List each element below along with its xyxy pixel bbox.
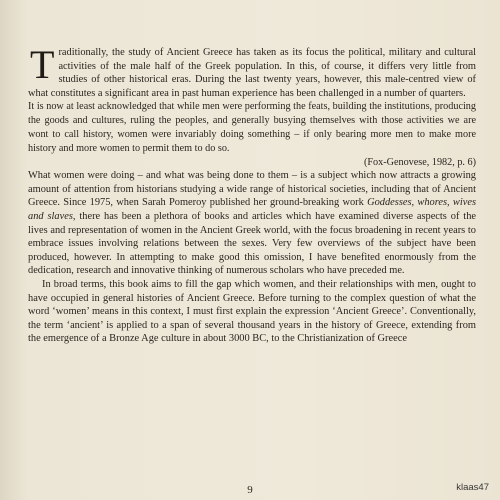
book-title: Goddesses, whores, wives and slaves <box>28 197 476 222</box>
second-paragraph-text-b: , there has been a plethora of books and articles which have examined diverse aspects of the lives and representation of women in the Ancient Greek world, with the focus broadening in recent years to embrace issues involving relations between the sexes. Very few overviews of the subject have been produced, however. In attempting to make good this omission, I have benefited enormously from the dedication, research and innovative thinking of numerous scholars who have preceded me. <box>28 210 477 277</box>
body-text <box>28 42 477 346</box>
second-paragraph <box>28 169 476 278</box>
watermark: klaas47 <box>453 481 492 494</box>
opening-paragraph-text: raditionally, the study of Ancient Greece has taken as its focus the political, military and cultural activities of the male half of the Greek population. In this, of course, it differs very little from studies of other historical eras. During the last twenty years, however, this male-centred view of what constitutes a significant area in past human experience has been challenged in a number of quarters. <box>28 47 476 99</box>
page-number: 9 <box>247 484 253 496</box>
second-paragraph-text-a: What women were doing – and what was being done to them – is a subject which now attracts a growing amount of attention from historians studying a wide range of historical societies, including that of Ancient Greece. Since 1975, when Sarah Pomeroy published her ground-breaking work <box>28 170 476 209</box>
opening-paragraph <box>28 42 476 100</box>
block-quote: It is now at least acknowledged that while men were performing the feats, building the institutions, producing the goods and cultures, ruling the peoples, and generally busying themselves with those activities we are wont to call history, women were invariably doing something – if only bearing more men to make more history and more women to permit them to do so. <box>28 101 476 154</box>
third-paragraph: In broad terms, this book aims to fill the gap which women, and their relationships with men, ought to have occupied in general histories of Ancient Greece. Before turning to the complex question of what the word ‘women’ means in this context, I must first explain the expression ‘Ancient Greece’. Conventionally, the term ‘ancient’ is applied to a span of several thousand years in the history of Greece, extending from the emergence of a Bronze Age culture in about 3000 BC, to the Christianization of Greece <box>28 278 476 345</box>
quote-citation: (Fox-Genovese, 1982, p. 6) <box>363 156 476 168</box>
drop-cap: T <box>30 42 55 87</box>
